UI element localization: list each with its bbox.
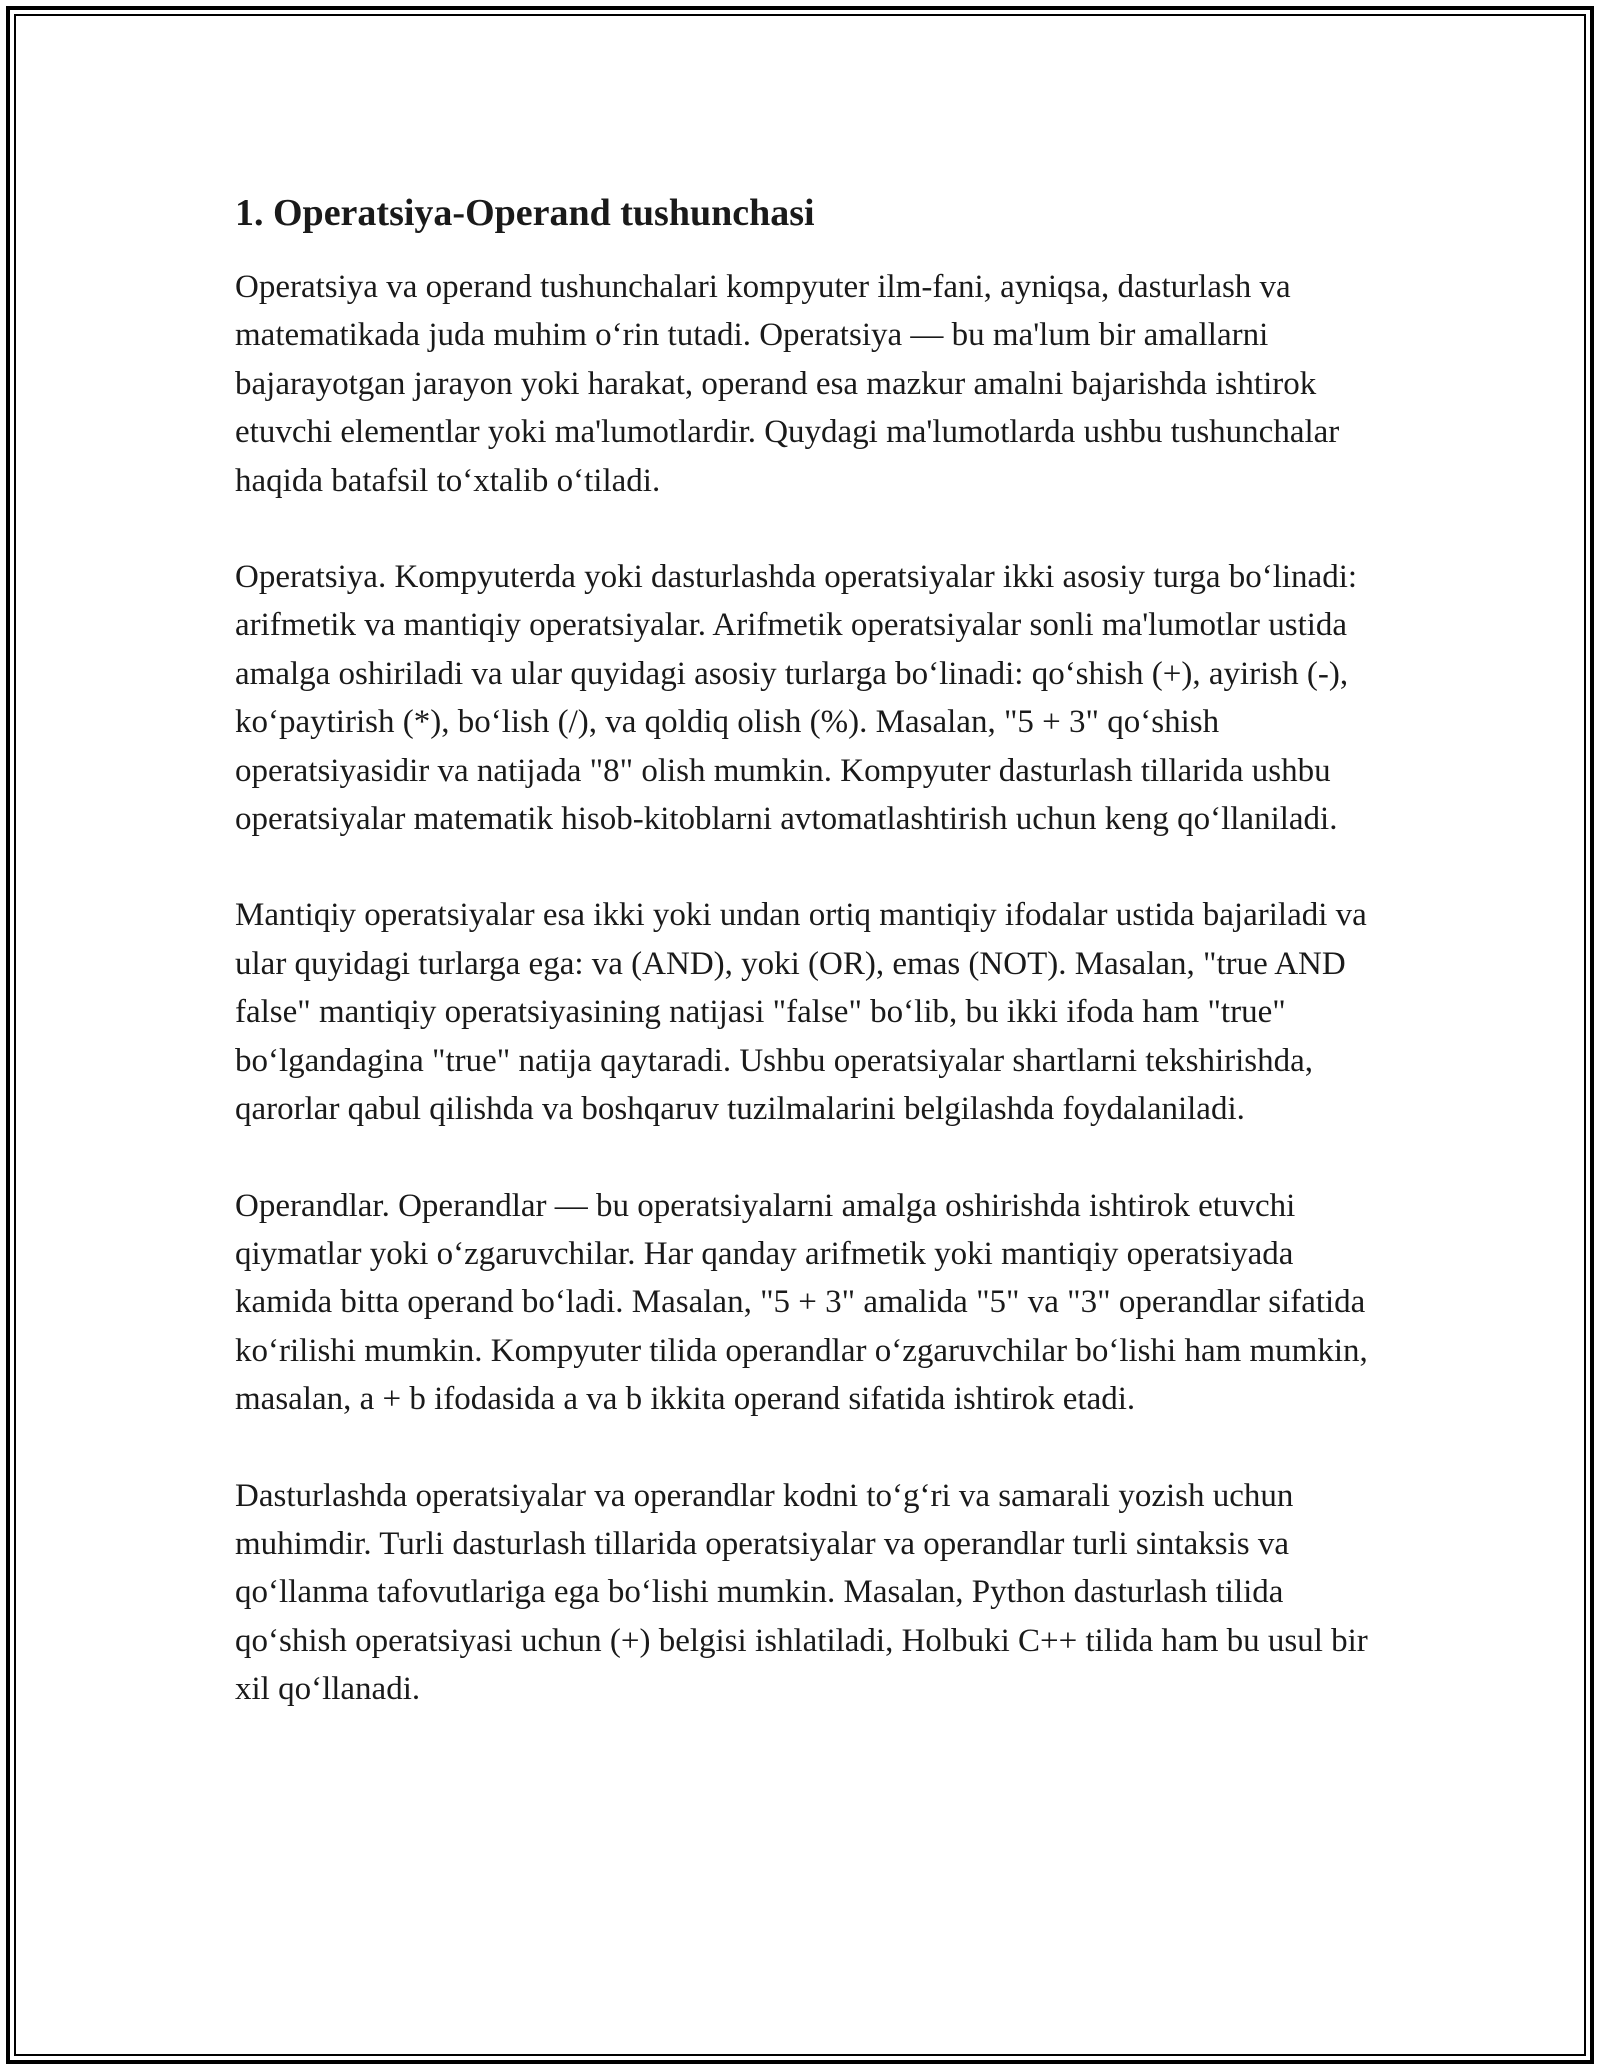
paragraph-dasturlash: Dasturlashda operatsiyalar va operandlar kodni to‘g‘ri va samarali yozish uchun muhimdir. Turli dasturlash tillarida operatsiyalar va operandlar turli sintaksis va qo‘llanma tafovutlariga ega bo‘lishi mumkin. Masalan, Python dasturlash tilida qo‘shish operatsiyasi uchun (+) belgisi ishlatiladi, Holbuki C++ tilida ham bu usul bir xil qo‘llanadi. — [235, 1477, 1368, 1708]
document-body — [235, 185, 1385, 1762]
paragraph-mantiqiy: Mantiqiy operatsiyalar esa ikki yoki undan ortiq mantiqiy ifodalar ustida bajariladi va ular quyidagi turlarga ega: va (AND), yoki (OR), emas (NOT). Masalan, "true AND false" mantiqiy operatsiyasining natijasi "false" bo‘lib, bu ikki ifoda ham "true" bo‘lgandagina "true" natija qaytaradi. Ushbu operatsiyalar shartlarni tekshirishda, qarorlar qabul qilishda va boshqaruv tuzilmalarini belgilashda foydalaniladi. — [235, 897, 1367, 1128]
paragraph-operatsiya: Operatsiya. Kompyuterda yoki dasturlashda operatsiyalar ikki asosiy turga bo‘linadi: arifmetik va mantiqiy operatsiyalar. Arifmetik operatsiyalar sonli ma'lumotlar ustida amalga oshiriladi va ular quyidagi asosiy turlarga bo‘linadi: qo‘shish (+), ayirish (-), ko‘paytirish (*), bo‘lish (/), va qoldiq olish (%). Masalan, "5 + 3" qo‘shish operatsiyasidir va natijada "8" olish mumkin. Kompyuter dasturlash tillarida ushbu operatsiyalar matematik hisob-kitoblarni avtomatlashtirish uchun keng qo‘llaniladi. — [235, 559, 1358, 838]
paragraph-operandlar: Operandlar. Operandlar — bu operatsiyalarni amalga oshirishda ishtirok etuvchi qiymatlar yoki o‘zgaruvchilar. Har qanday arifmetik yoki mantiqiy operatsiyada kamida bitta operand bo‘ladi. Masalan, "5 + 3" amalida "5" va "3" operandlar sifatida ko‘rilishi mumkin. Kompyuter tilida operandlar o‘zgaruvchilar bo‘lishi ham mumkin, masalan, a + b ifodasida a va b ikkita operand sifatida ishtirok etadi. — [235, 1187, 1368, 1418]
section-title: 1. Operatsiya-Operand tushunchasi — [235, 192, 815, 234]
paragraph-intro: Operatsiya va operand tushunchalari kompyuter ilm-fani, ayniqsa, dasturlash va matematikada juda muhim o‘rin tutadi. Operatsiya — bu ma'lum bir amallarni bajarayotgan jarayon yoki harakat, operand esa mazkur amalni bajarishda ishtirok etuvchi elementlar yoki ma'lumotlardir. Quydagi ma'lumotlarda ushbu tushunchalar haqida batafsil to‘xtalib o‘tiladi. — [235, 269, 1340, 499]
